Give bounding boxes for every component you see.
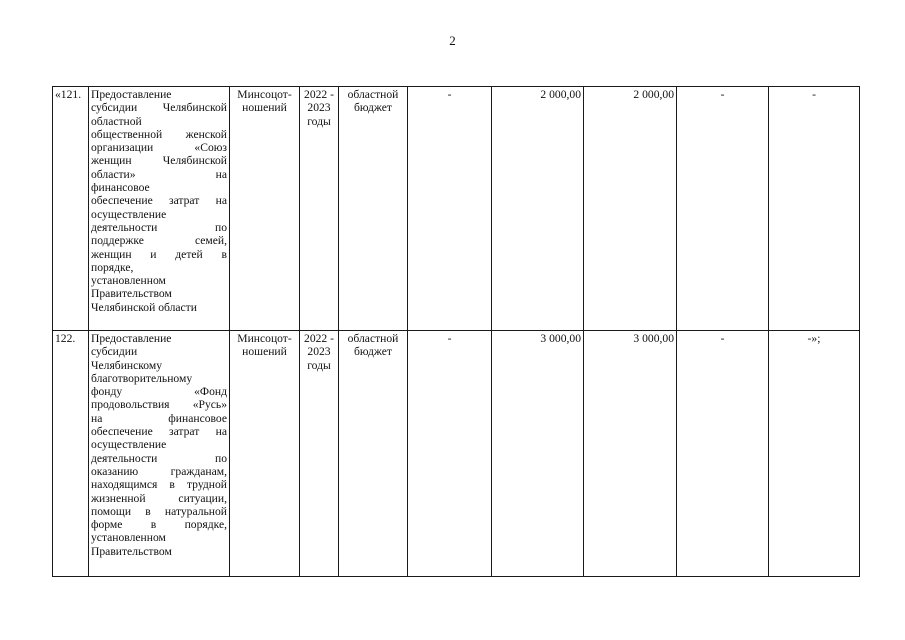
source-line: областной [347,88,399,101]
name-line: установленном [91,274,166,288]
name-line: Предоставление [91,332,172,345]
name-line: поддержке семей, [91,234,227,248]
value-cell: - [677,331,769,577]
funding-source [339,331,408,577]
name-line: оказанию гражданам, [91,464,227,478]
row-number: «121. [53,87,89,331]
value-cell: - [408,331,492,577]
years [300,331,339,577]
name-line: благотворительному [91,371,193,385]
name-line: женщин и детей в [91,247,227,261]
executor [230,87,300,331]
name-line: областной [91,114,142,128]
executor-line: Минсоцот- [237,332,292,345]
measure-name [89,87,230,331]
years-line: годы [307,358,331,372]
measure-name [89,331,230,577]
executor-line: ношений [242,101,287,115]
name-line: финансовое [91,181,150,195]
name-line: Челябинской области [91,300,197,314]
value-cell: - [677,87,769,331]
row-number: 122. [53,331,89,577]
name-line: Правительством [91,544,172,558]
source-line: бюджет [354,345,392,359]
name-line: деятельности по [91,451,227,465]
name-line: субсидии [91,345,138,359]
years-line: 2022 - [304,332,334,345]
value-cell: 3 000,00 [492,331,584,577]
value-cell: - [769,87,860,331]
name-line: фонду «Фонд [91,385,227,399]
name-line: Предоставление [91,88,172,101]
name-line: женщин Челябинской [91,154,227,168]
value-cell: 2 000,00 [584,87,677,331]
source-line: бюджет [354,101,392,115]
name-line: области» на [91,167,227,181]
executor-line: Минсоцот- [237,88,292,101]
name-line: на финансовое [91,411,227,425]
name-line: организации «Союз [91,141,227,155]
table-row [53,87,860,331]
name-line: деятельности по [91,220,227,234]
value-cell: -»; [769,331,860,577]
executor [230,331,300,577]
name-line: порядке, [91,260,134,274]
name-line: субсидии Челябинской [91,101,227,115]
name-line: форме в порядке, [91,518,227,532]
budget-table [52,86,860,577]
years-line: годы [307,114,331,128]
name-line: Правительством [91,287,172,301]
name-line: Челябинскому [91,358,163,372]
page-number: 2 [449,33,456,48]
name-line: жизненной ситуации, [91,491,227,505]
name-line: осуществление [91,438,167,452]
value-cell: 3 000,00 [584,331,677,577]
executor-line: ношений [242,345,287,359]
name-line: находящимся в трудной [91,478,227,492]
name-line: обеспечение затрат на [91,194,227,208]
name-line: продовольствия «Русь» [91,398,227,412]
years-line: 2023 [307,101,331,115]
years-line: 2023 [307,345,331,359]
name-line: обеспечение затрат на [91,425,227,439]
table-row [53,331,860,577]
years-line: 2022 - [304,88,334,101]
name-line: установленном [91,531,166,545]
funding-source [339,87,408,331]
value-cell: 2 000,00 [492,87,584,331]
name-line: общественной женской [91,127,227,141]
value-cell: - [408,87,492,331]
name-line: осуществление [91,207,167,221]
source-line: областной [347,332,399,345]
name-line: помощи в натуральной [91,504,227,518]
years [300,87,339,331]
